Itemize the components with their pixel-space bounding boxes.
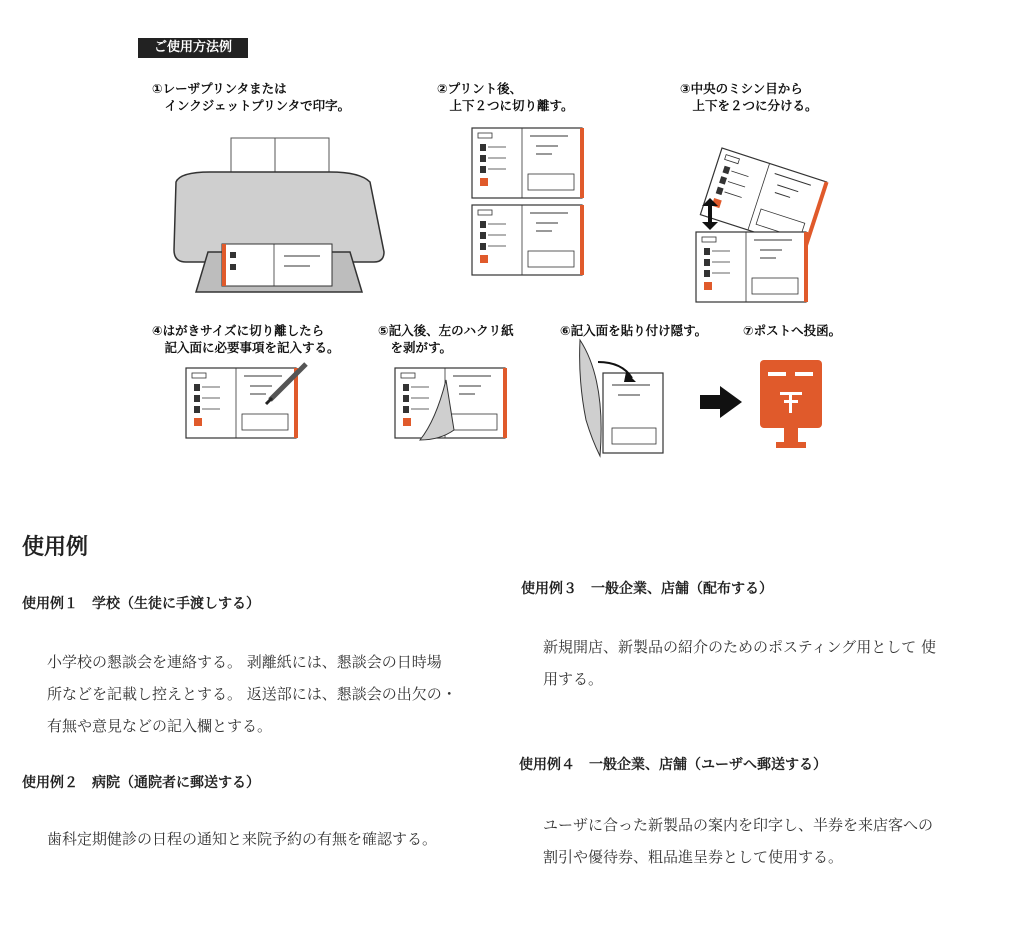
example-1-line: 小学校の懇談会を連絡する。 剥離紙には、懇談会の日時場 (47, 653, 442, 671)
section-title: 使用例 (22, 535, 89, 560)
step-2-text: ②プリント後、 上下２つに切り離す。 (437, 81, 574, 113)
example-1-title: 使用例１ 学校（生徒に手渡しする） (22, 596, 260, 612)
step-7-text: ⑦ポストへ投函。 (743, 323, 842, 338)
example-3-line: 用する。 (543, 670, 604, 688)
example-4-body (543, 809, 933, 873)
example-2-body (47, 823, 437, 855)
example-2-title: 使用例２ 病院（通院者に郵送する） (22, 775, 260, 791)
example-1-body (47, 646, 457, 742)
step-5-text: ⑤記入後、左のハクリ紙 を剥がす。 (378, 323, 514, 355)
example-2-line: 歯科定期健診の日程の通知と来院予約の有無を確認する。 (47, 830, 438, 848)
step-4-card (186, 364, 306, 438)
example-3-line: 新規開店、新製品の紹介のためのポスティング用として 使 (543, 638, 936, 656)
example-4-line: ユーザに合った新製品の案内を印字し、半券を来店客への (543, 816, 934, 834)
step-2-sheet (472, 128, 584, 275)
example-1-line: 有無や意見などの記入欄とする。 (47, 717, 273, 735)
howto-tag: ご使用方法例 (138, 38, 248, 58)
step-1-text: ①レーザプリンタまたは インクジェットプリンタで印字。 (152, 81, 351, 113)
printer-icon (174, 138, 384, 292)
step-4-text: ④はがきサイズに切り離したら 記入面に必要事項を記入する。 (152, 323, 340, 355)
example-4-line: 割引や優待券、粗品進呈券として使用する。 (543, 848, 844, 866)
example-3-body (543, 631, 936, 695)
step-6-text: ⑥記入面を貼り付け隠す。 (560, 323, 708, 338)
example-3-title: 使用例３ 一般企業、店舗（配布する） (521, 581, 773, 597)
example-1-line: 所などを記載し控えとする。 返送部には、懇談会の出欠の・ (47, 685, 457, 703)
step-6-card (580, 340, 663, 456)
mailbox-icon (760, 360, 822, 448)
step-3-sheet (696, 148, 829, 302)
example-4-title: 使用例４ 一般企業、店舗（ユーザへ郵送する） (519, 757, 827, 773)
step-5-card (395, 368, 507, 440)
arrow-right-icon (700, 386, 742, 418)
step-3-text: ③中央のミシン目から 上下を２つに分ける。 (680, 81, 818, 113)
